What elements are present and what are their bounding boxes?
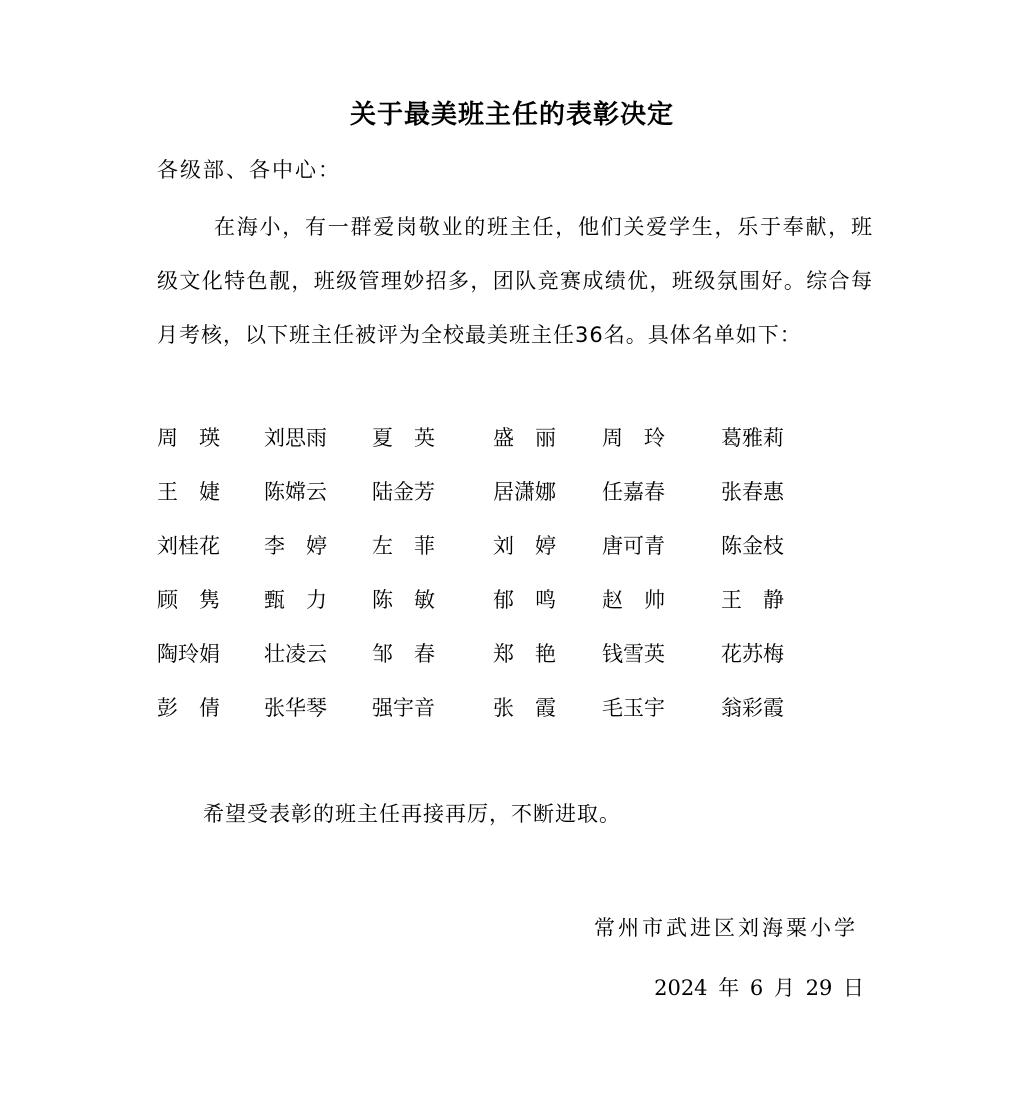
teacher-name: 陆金芳 [372, 480, 435, 504]
closing-sentence: 希望受表彰的班主任再接再厉，不断进取。 [203, 802, 621, 826]
teacher-name: 张华琴 [264, 696, 327, 720]
teacher-name: 夏 英 [372, 426, 435, 450]
name-list [157, 411, 857, 735]
teacher-name: 刘 婷 [493, 534, 556, 558]
teacher-name: 李 婷 [264, 534, 327, 558]
teacher-name: 邹 春 [372, 642, 435, 666]
name-row [157, 411, 857, 465]
teacher-name: 唐可青 [602, 534, 665, 558]
salutation: 各级部、各中心： [157, 158, 341, 182]
name-row [157, 519, 857, 573]
teacher-name: 甄 力 [264, 588, 327, 612]
teacher-name: 任嘉春 [602, 480, 665, 504]
name-row [157, 573, 857, 627]
teacher-name: 顾 隽 [157, 588, 220, 612]
teacher-name: 张 霞 [493, 696, 556, 720]
teacher-name: 陈嫦云 [264, 480, 327, 504]
document-title: 关于最美班主任的表彰决定 [349, 100, 674, 130]
teacher-name: 强宇音 [372, 696, 435, 720]
school-signature: 常州市武进区刘海粟小学 [594, 916, 858, 940]
teacher-name: 居潇娜 [493, 480, 556, 504]
teacher-name: 刘思雨 [264, 426, 327, 450]
teacher-name: 壮凌云 [264, 642, 327, 666]
teacher-name: 左 菲 [372, 534, 435, 558]
teacher-name: 郑 艳 [493, 642, 556, 666]
teacher-name: 王 婕 [157, 480, 220, 504]
teacher-name: 张春惠 [721, 480, 784, 504]
teacher-name: 陈金枝 [721, 534, 784, 558]
teacher-name: 刘桂花 [157, 534, 220, 558]
teacher-name: 周 玲 [602, 426, 665, 450]
teacher-name: 彭 倩 [157, 696, 220, 720]
teacher-name: 郁 鸣 [493, 588, 556, 612]
teacher-name: 毛玉宇 [602, 696, 665, 720]
body-paragraph: 在海小，有一群爱岗敬业的班主任，他们关爱学生，乐于奉献，班级文化特色靓，班级管理妙招多，团队竞赛成绩优，班级氛围好。综合每月考核，以下班主任被评为全校最美班主任36名。具体名单如下： [157, 215, 873, 347]
name-row [157, 681, 857, 735]
teacher-name: 盛 丽 [493, 426, 556, 450]
teacher-name: 赵 帅 [602, 588, 665, 612]
issue-date: 2024 年 6 月 29 日 [654, 976, 864, 1000]
teacher-name: 周 瑛 [157, 426, 220, 450]
teacher-name: 花苏梅 [721, 642, 784, 666]
name-row [157, 465, 857, 519]
teacher-name: 陈 敏 [372, 588, 435, 612]
teacher-name: 钱雪英 [602, 642, 665, 666]
teacher-name: 陶玲娟 [157, 642, 220, 666]
name-row [157, 627, 857, 681]
teacher-name: 葛雅莉 [721, 426, 784, 450]
teacher-name: 王 静 [721, 588, 784, 612]
teacher-name: 翁彩霞 [721, 696, 784, 720]
